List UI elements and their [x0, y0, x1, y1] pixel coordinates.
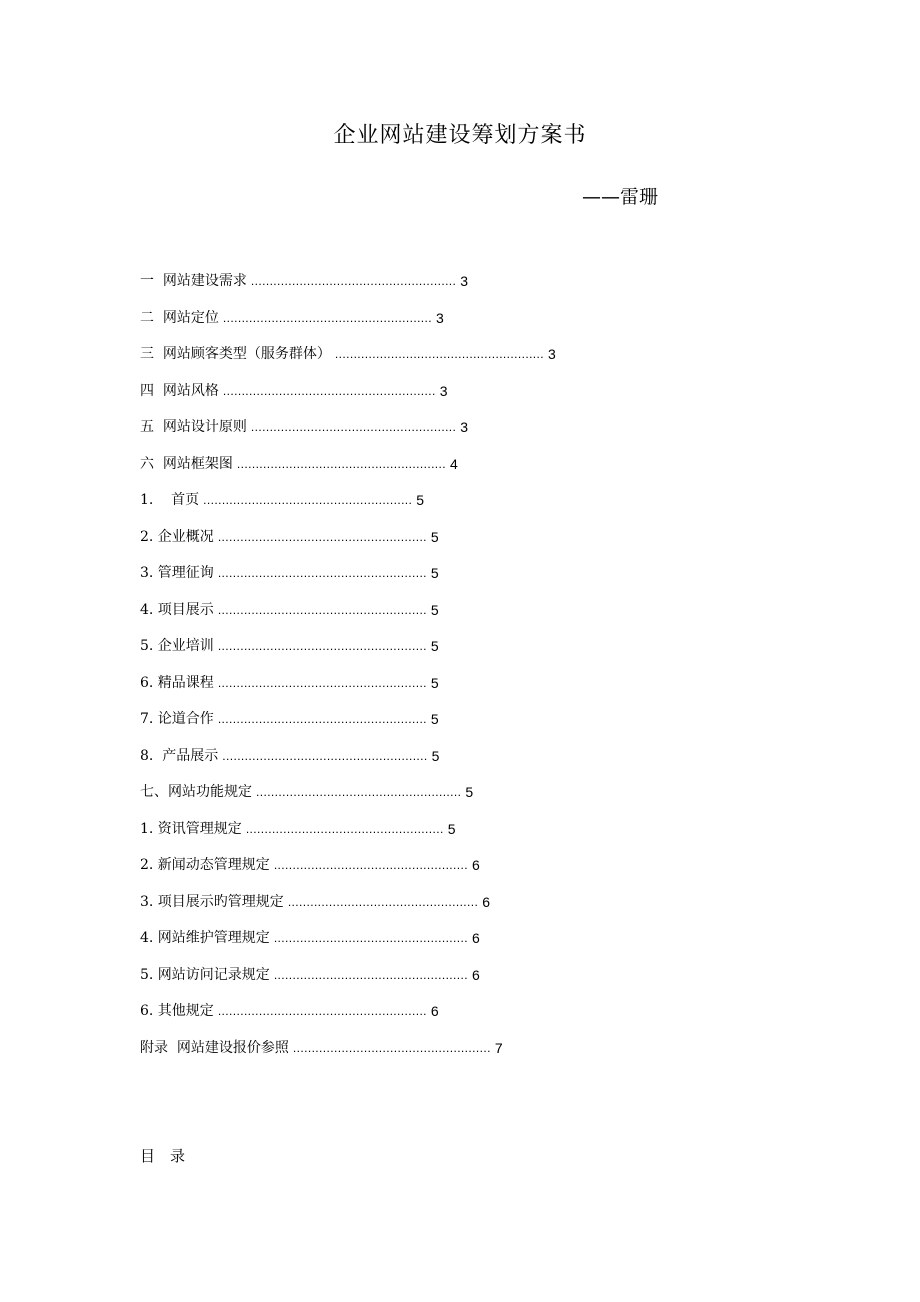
toc-dot-leader: ........................................................: [217, 675, 427, 690]
toc-dot-leader: ........................................................: [217, 529, 427, 544]
toc-entry[interactable]: [140, 597, 700, 634]
toc-dot-leader: ........................................................: [217, 566, 427, 580]
document-title: 企业网站建设筹划方案书: [333, 123, 587, 148]
toc-entry[interactable]: [140, 378, 700, 415]
toc-entry-label: 2. 企业概况: [140, 528, 214, 545]
toc-entry[interactable]: [140, 1035, 700, 1072]
toc-dot-leader: ...................................................: [287, 894, 479, 909]
toc-dot-leader: ........................................................: [203, 493, 413, 507]
toc-page-number: 5: [430, 674, 439, 691]
toc-page-number: 6: [482, 893, 491, 910]
toc-entry-label: 一 网站建设需求: [140, 273, 247, 289]
toc-entry-label: 2. 新闻动态管理规定: [140, 857, 270, 873]
toc-entry[interactable]: [140, 779, 700, 816]
toc-page-number: 5: [431, 747, 440, 764]
toc-page-number: 5: [465, 784, 474, 800]
toc-page-number: 5: [416, 492, 425, 508]
toc-entry-label: 1. 首页: [140, 492, 200, 508]
toc-entry-label: 3. 管理征询: [140, 565, 214, 581]
toc-entry[interactable]: [140, 852, 700, 889]
toc-page-number: 4: [450, 455, 458, 472]
toc-dot-leader: ....................................................: [273, 967, 468, 982]
toc-entry[interactable]: [140, 998, 700, 1035]
toc-dot-leader: ........................................................: [217, 639, 427, 653]
toc-page-number: 6: [471, 930, 480, 946]
toc-entry[interactable]: [140, 451, 700, 488]
toc-entry[interactable]: [140, 305, 700, 342]
toc-entry-label: 三 网站顾客类型（服务群体）: [140, 346, 331, 362]
toc-entry-label: 3. 项目展示旳管理规定: [140, 893, 284, 910]
toc-page-number: 3: [436, 309, 444, 326]
toc-dot-leader: ........................................................: [222, 310, 433, 325]
toc-entry-label: 七、网站功能规定: [140, 784, 252, 800]
toc-entry-label: 六 网站框架图: [140, 455, 233, 472]
toc-entry-label: 4. 网站维护管理规定: [140, 930, 270, 946]
toc-page-number: 7: [494, 1039, 503, 1056]
toc-entry-label: 4. 项目展示: [140, 601, 214, 618]
toc-dot-leader: ........................................................: [217, 1004, 427, 1018]
toc-entry[interactable]: [140, 268, 700, 305]
toc-entry-label: 附录 网站建设报价参照: [140, 1039, 289, 1056]
toc-dot-leader: .......................................................: [250, 420, 457, 434]
toc-dot-leader: .....................................................: [245, 821, 444, 836]
toc-page-number: 5: [430, 565, 439, 581]
toc-page-number: 6: [471, 966, 480, 983]
toc-entry-label: 6. 精品课程: [140, 674, 214, 691]
toc-dot-leader: .......................................................: [250, 274, 457, 288]
toc-dot-leader: ........................................................: [217, 602, 427, 617]
toc-page-number: 3: [460, 273, 469, 289]
toc-entry-label: 5. 企业培训: [140, 638, 214, 654]
toc-dot-leader: ........................................................: [236, 456, 447, 471]
toc-entry-label: 1. 资讯管理规定: [140, 820, 242, 837]
toc-dot-leader: .......................................................: [222, 748, 428, 763]
toc-entry[interactable]: [140, 962, 700, 999]
toc-entry[interactable]: [140, 925, 700, 962]
toc-dot-leader: .......................................................: [256, 785, 462, 799]
toc-entry-label: 四 网站风格: [140, 382, 219, 399]
toc-entry-label: 6. 其他规定: [140, 1003, 214, 1019]
toc-entry-label: 五 网站设计原则: [140, 419, 247, 435]
toc-entry[interactable]: [140, 743, 700, 780]
toc-entry[interactable]: [140, 670, 700, 707]
toc-entry[interactable]: [140, 816, 700, 853]
toc-page-number: 6: [471, 857, 480, 873]
toc-page-number: 3: [439, 382, 448, 399]
toc-entry[interactable]: [140, 560, 700, 597]
toc-page-number: 5: [430, 528, 439, 545]
toc-page-number: 6: [430, 1003, 439, 1019]
toc-entry[interactable]: [140, 341, 700, 378]
toc-entry-label: 7. 论道合作: [140, 711, 214, 727]
toc-entry-label: 5. 网站访问记录规定: [140, 966, 270, 983]
toc-dot-leader: ........................................................: [217, 712, 427, 726]
toc-page-number: 3: [460, 419, 469, 435]
toc-entry[interactable]: [140, 524, 700, 561]
toc-entry[interactable]: [140, 706, 700, 743]
table-of-contents: [140, 268, 700, 1071]
toc-page-number: 3: [548, 346, 556, 362]
toc-page-number: 5: [447, 820, 456, 837]
toc-entry[interactable]: [140, 414, 700, 451]
toc-entry[interactable]: [140, 633, 700, 670]
toc-dot-leader: ....................................................: [273, 931, 468, 945]
toc-dot-leader: .....................................................: [292, 1040, 491, 1055]
toc-dot-leader: .........................................................: [222, 383, 436, 398]
toc-page-number: 5: [430, 638, 439, 654]
toc-entry-label: 8. 产品展示: [140, 747, 219, 764]
toc-dot-leader: ........................................................: [334, 347, 545, 361]
toc-dot-leader: ....................................................: [273, 858, 468, 872]
toc-entry-label: 二 网站定位: [140, 309, 219, 326]
toc-entry[interactable]: [140, 487, 700, 524]
document-author: ——雷珊: [582, 186, 659, 208]
toc-entry[interactable]: [140, 889, 700, 926]
toc-page-number: 5: [430, 711, 439, 727]
toc-heading: 目 录: [140, 1147, 186, 1165]
toc-page-number: 5: [430, 601, 439, 618]
